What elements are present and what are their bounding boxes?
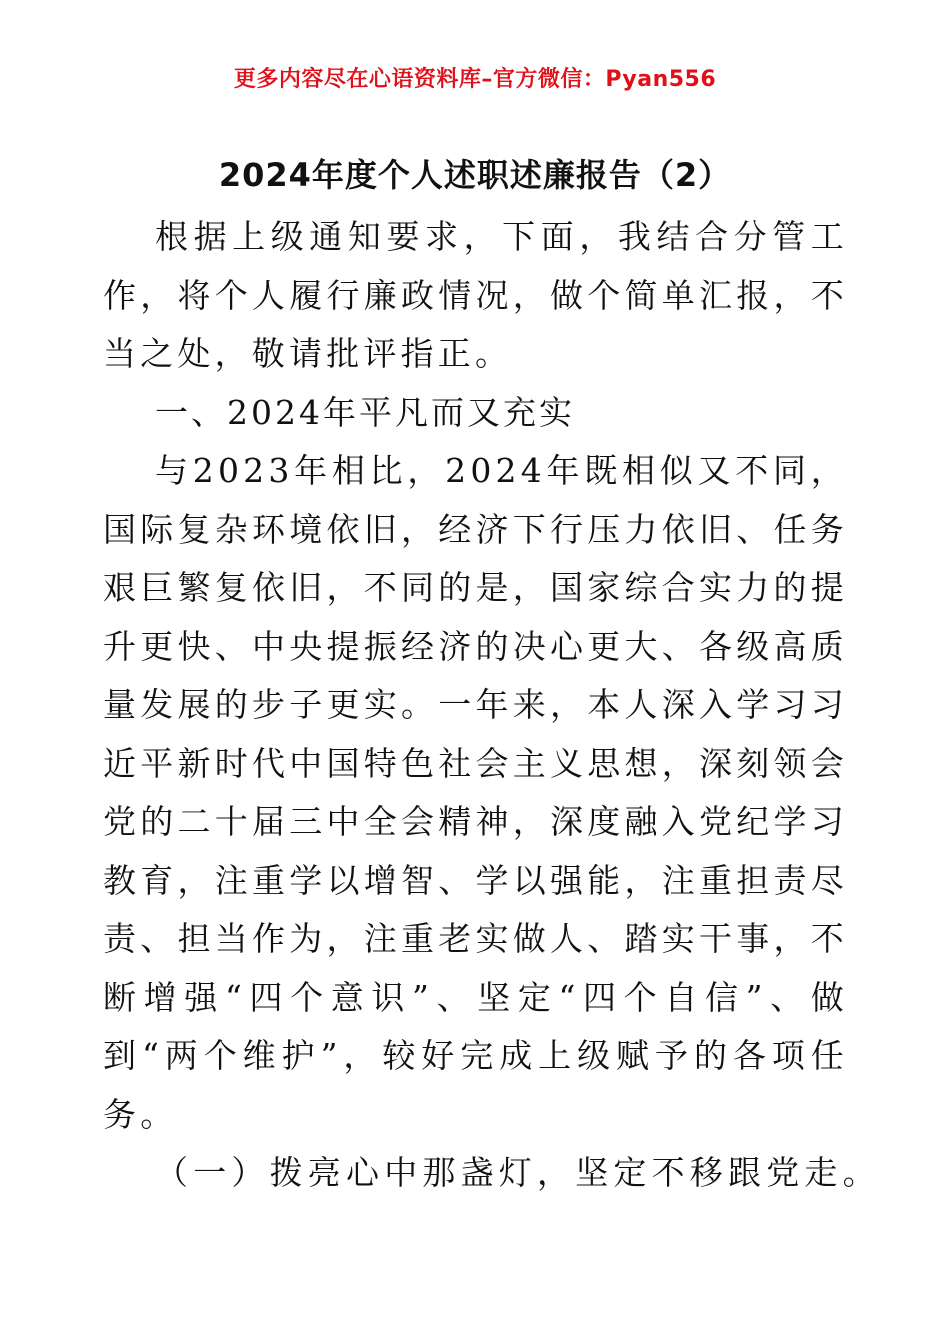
intro-paragraph: 根据上级通知要求，下面，我结合分管工作，将个人履行廉政情况，做个简单汇报，不当之处，敬请批评指正。 (103, 217, 848, 373)
document-body (103, 208, 881, 1203)
section-heading: 一、2024年平凡而又充实 (155, 392, 575, 432)
subsection-heading: （一）拨亮心中那盏灯，坚定不移跟党走。 (155, 1153, 881, 1192)
document-title: 2024年度个人述职述廉报告（2） (218, 156, 732, 194)
watermark-banner: 更多内容尽在心语资料库–官方微信：Pyan556 (233, 67, 717, 92)
section-paragraph: 与2023年相比，2024年既相似又不同，国际复杂环境依旧，经济下行压力依旧、任务艰巨繁复依旧，不同的是，国家综合实力的提升更快、中央提振经济的决心更大、各级高质量发展的步子更实。一年来，本人深入学习习近平新时代中国特色社会主义思想，深刻领会党的二十届三中全会精神，深度融入党纪学习教育，注重学以增智、学以强能，注重担责尽责、担当作为，注重老实做人、踏实干事，不断增强“四个意识”、坚定“四个自信”、做到“两个维护”，较好完成上级赋予的各项任务。 (103, 451, 848, 1134)
